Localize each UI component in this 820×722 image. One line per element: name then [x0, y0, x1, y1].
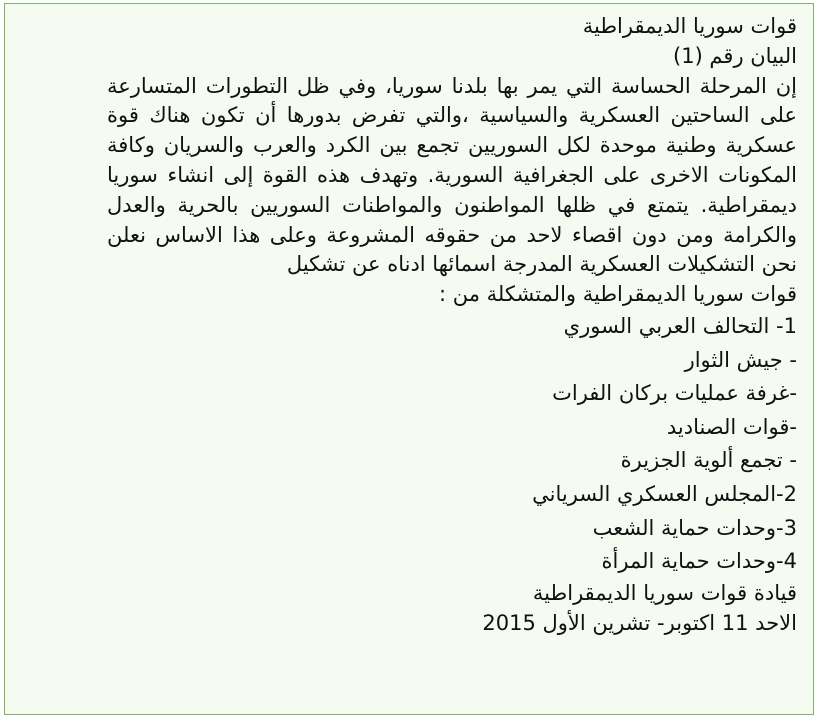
document-frame: [4, 3, 814, 715]
signature-line: قيادة قوات سوريا الديمقراطية: [532, 580, 797, 605]
list-item: -غرفة عمليات بركان الفرات: [552, 381, 797, 406]
list-item: 1- التحالف العربي السوري: [563, 313, 797, 338]
formation-line: قوات سوريا الديمقراطية والمتشكلة من :: [439, 282, 797, 307]
document-heading: قوات سوريا الديمقراطية: [582, 14, 797, 38]
list-item: 3-وحدات حماية الشعب: [592, 515, 797, 540]
statement-number: البيان رقم (1): [672, 43, 797, 68]
statement-document: [107, 12, 797, 638]
list-item: - جيش الثوار: [684, 347, 797, 372]
list-item: - تجمع ألوية الجزيرة: [620, 448, 797, 473]
list-item: 2-المجلس العسكري السرياني: [532, 481, 797, 506]
statement-paragraph: إن المرحلة الحساسة التي يمر بها بلدنا سوريا، وفي ظل التطورات المتسارعة على الساحتين العسكرية والسياسية ،والتي تفرض بدورها أن تكون هناك قوة عسكرية وطنية موحدة لكل السوريين تجمع بين الكرد والعرب والسريان وكافة المكونات الاخرى على الجغرافية السورية. وتهدف هذه القوة إلى انشاء سوريا ديمقراطية. يتمتع في ظلها المواطنون والمواطنات السوريين بالحرية والعدل والكرامة ومن دون اقصاء لاحد من حقوقه المشروعة وعلى هذا الاساس نعلن نحن التشكيلات العسكرية المدرجة اسمائها ادناه عن تشكيل: [107, 73, 797, 277]
date-line: الاحد 11 اكتوبر- تشرين الأول 2015: [482, 610, 797, 635]
list-item: -قوات الصناديد: [666, 414, 797, 439]
member-list: [107, 310, 797, 579]
list-item: 4-وحدات حماية المرأة: [601, 549, 797, 574]
